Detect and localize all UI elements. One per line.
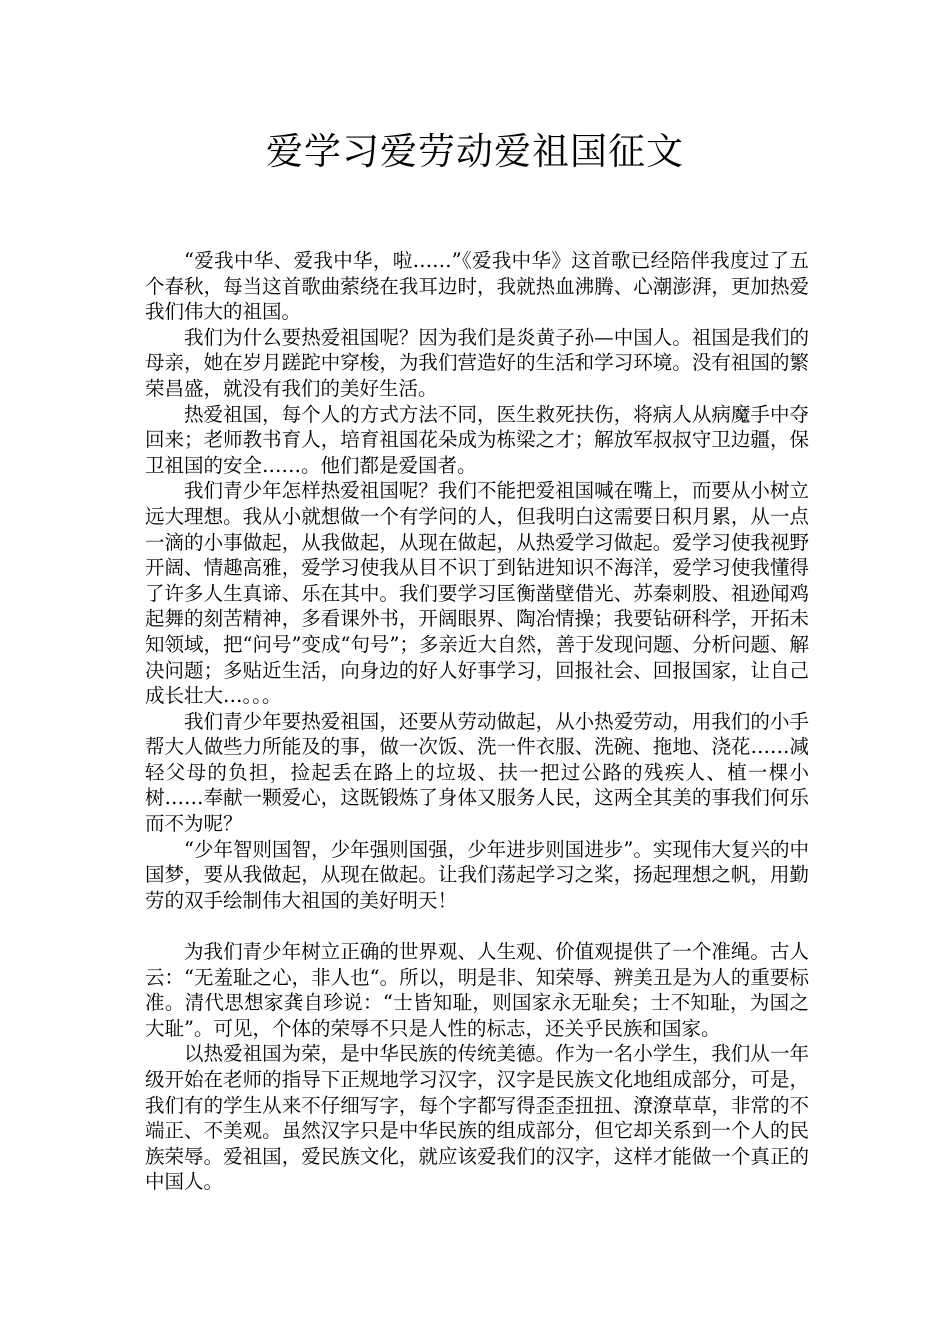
paragraph-5: 我们青少年要热爱祖国，还要从劳动做起，从小热爱劳动，用我们的小手帮大人做些力所能及的事，做一次饭、洗一件衣服、洗碗、拖地、浇花……减轻父母的负担，捡起丢在路上的垃圾、扶一把过公路的残疾人、植一棵小树……奉献一颗爱心，这既锻炼了身体又服务人民，这两全其美的事我们何乐而不为呢？ — [145, 709, 809, 836]
page-title: 爱学习爱劳动爱祖国征文 — [266, 130, 684, 173]
paragraph-3: 热爱祖国，每个人的方式方法不同，医生救死扶伤，将病人从病魔手中夺回来；老师教书育人，培育祖国花朵成为栋梁之才；解放军叔叔守卫边疆，保卫祖国的安全……。他们都是爱国者。 — [145, 402, 809, 477]
paragraph-1: “爱我中华、爱我中华，啦……”《爱我中华》这首歌已经陪伴我度过了五个春秋，每当这首歌曲萦绕在我耳边时，我就热血沸腾、心潮澎湃，更加热爱我们伟大的祖国。 — [145, 249, 809, 324]
paragraph-gap — [145, 913, 809, 939]
paragraph-4: 我们青少年怎样热爱祖国呢？我们不能把爱祖国喊在嘴上，而要从小树立远大理想。我从小就想做一个有学问的人，但我明白这需要日积月累，从一点一滴的小事做起，从我做起，从现在做起，从热爱学习做起。爱学习使我视野开阔、情趣高雅，爱学习使我从目不识丁到钻进知识不海洋，爱学习使我懂得了许多人生真谛、乐在其中。我们要学习匡衡凿壁借光、苏秦刺股、祖逊闻鸡起舞的刻苦精神，多看课外书，开阔眼界、陶冶情操；我要钻研科学，开拓未知领域，把“问号”变成“句号”；多亲近大自然，善于发现问题、分析问题、解决问题；多贴近生活，向身边的好人好事学习，回报社会、回报国家，让自己成长壮大…。。。 — [145, 479, 809, 708]
document-body — [145, 248, 809, 1195]
paragraph-7: 为我们青少年树立正确的世界观、人生观、价值观提供了一个准绳。古人云：“无羞耻之心，非人也“。所以，明是非、知荣辱、辨美丑是为人的重要标准。清代思想家龚自珍说：“士皆知耻，则国家永无耻矣；士不知耻，为国之大耻”。可见，个体的荣辱不只是人性的标志，还关乎民族和国家。 — [145, 940, 809, 1040]
paragraph-2: 我们为什么要热爱祖国呢？因为我们是炎黄子孙—中国人。祖国是我们的母亲，她在岁月蹉跎中穿梭，为我们营造好的生活和学习环境。没有祖国的繁荣昌盛，就没有我们的美好生活。 — [145, 325, 809, 400]
paragraph-6: “少年智则国智，少年强则国强，少年进步则国进步”。实现伟大复兴的中国梦，要从我做起，从现在做起。让我们荡起学习之桨，扬起理想之帆，用勤劳的双手绘制伟大祖国的美好明天！ — [145, 837, 809, 912]
paragraph-8: 以热爱祖国为荣，是中华民族的传统美德。作为一名小学生，我们从一年级开始在老师的指导下正规地学习汉字，汉字是民族文化地组成部分，可是，我们有的学生从来不仔细写字，每个字都写得歪歪扭扭、潦潦草草，非常的不端正、不美观。虽然汉字只是中华民族的组成部分，但它却关系到一个人的民族荣辱。爱祖国，爱民族文化，就应该爱我们的汉字，这样才能做一个真正的中国人。 — [145, 1042, 809, 1194]
